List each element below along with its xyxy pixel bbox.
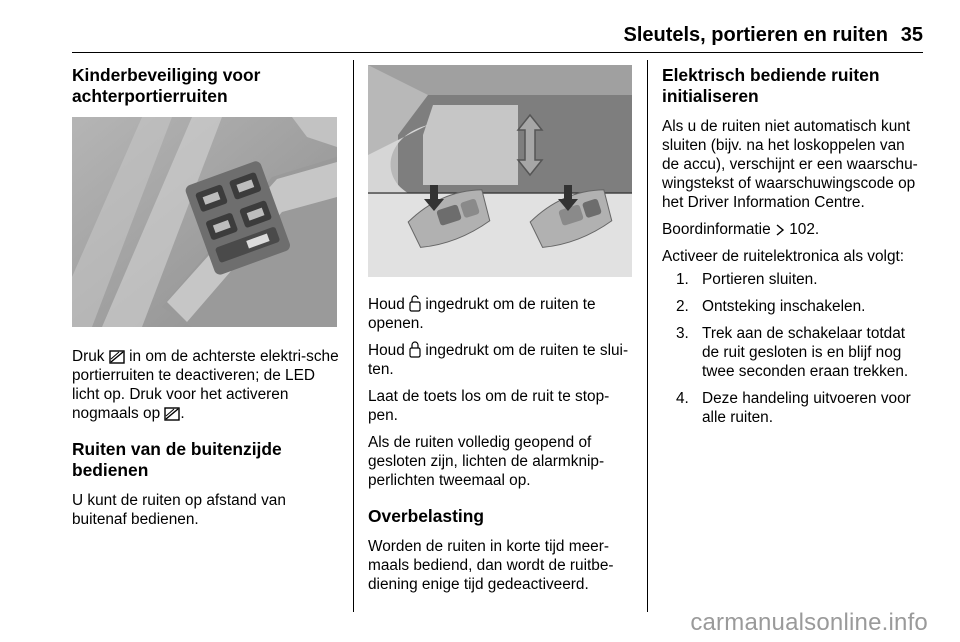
open-windows-paragraph: Houd ingedrukt om de ruiten te openen. — [368, 296, 596, 332]
window-and-key-illustration — [368, 65, 632, 277]
child-lock-window-icon — [109, 350, 125, 364]
release-paragraph: Laat de toets los om de ruit te stop-pen. — [368, 388, 610, 424]
list-item: 1. Portieren sluiten. — [676, 271, 818, 288]
child-lock-paragraph: Druk in om de achterste elektri-sche portierruiten te deactiveren; de LED licht op. Druk voor het activeren nogmaals op . — [72, 348, 339, 422]
child-lock-window-icon — [164, 407, 180, 421]
watermark: carmanualsonline.info — [690, 609, 928, 636]
section-heading-overload: Overbelasting — [368, 506, 484, 526]
right-column — [662, 65, 924, 435]
list-item: 3. Trek aan de schakelaar totdat de ruit gesloten is en blijf nog twee seconden eraan trekken. — [676, 325, 909, 380]
column-divider-2 — [647, 60, 648, 612]
hazard-lights-paragraph: Als de ruiten volledig geopend of gesloten zijn, lichten de alarmknip-perlichten tweemaal op. — [368, 434, 605, 489]
activate-intro: Activeer de ruitelektronica als volgt: — [662, 248, 905, 265]
warning-paragraph: Als u de ruiten niet automatisch kunt sluiten (bijv. na het loskoppelen van de accu), verschijnt er een waarschu-wingstekst of waarschuwingscode op het Driver Information Centre. — [662, 118, 918, 211]
section-heading-child-lock: Kinderbeveiliging voor achterportierruiten — [72, 65, 261, 106]
middle-column — [368, 65, 636, 602]
door-switch-illustration — [72, 117, 337, 327]
reference-paragraph: Boordinformatie 102. — [662, 221, 820, 238]
list-item: 2. Ontsteking inschakelen. — [676, 298, 866, 315]
page-number: 35 — [900, 24, 923, 46]
lock-key-icon — [409, 341, 421, 358]
remote-paragraph: U kunt de ruiten op afstand van buitenaf bedienen. — [72, 492, 286, 528]
close-windows-paragraph: Houd ingedrukt om de ruiten te slui-ten. — [368, 342, 629, 378]
list-item: 4. Deze handeling uitvoeren voor alle ruiten. — [676, 390, 911, 426]
page-title: Sleutels, portieren en ruiten — [623, 24, 888, 46]
unlock-key-icon — [409, 295, 421, 312]
door-switch-figure — [72, 117, 337, 327]
section-heading-remote: Ruiten van de buitenzijde bedienen — [72, 439, 282, 480]
column-divider-1 — [353, 60, 354, 612]
section-heading-initialise: Elektrisch bediende ruiten initialiseren — [662, 65, 880, 106]
left-column — [72, 65, 342, 537]
overload-paragraph: Worden de ruiten in korte tijd meer-maals bediend, dan wordt de ruitbe-diening enige tijd gedeactiveerd. — [368, 538, 614, 593]
reference-arrow-icon — [775, 223, 785, 237]
key-remote-figure — [368, 65, 632, 277]
steps-list — [662, 270, 924, 427]
header-rule — [72, 52, 923, 53]
